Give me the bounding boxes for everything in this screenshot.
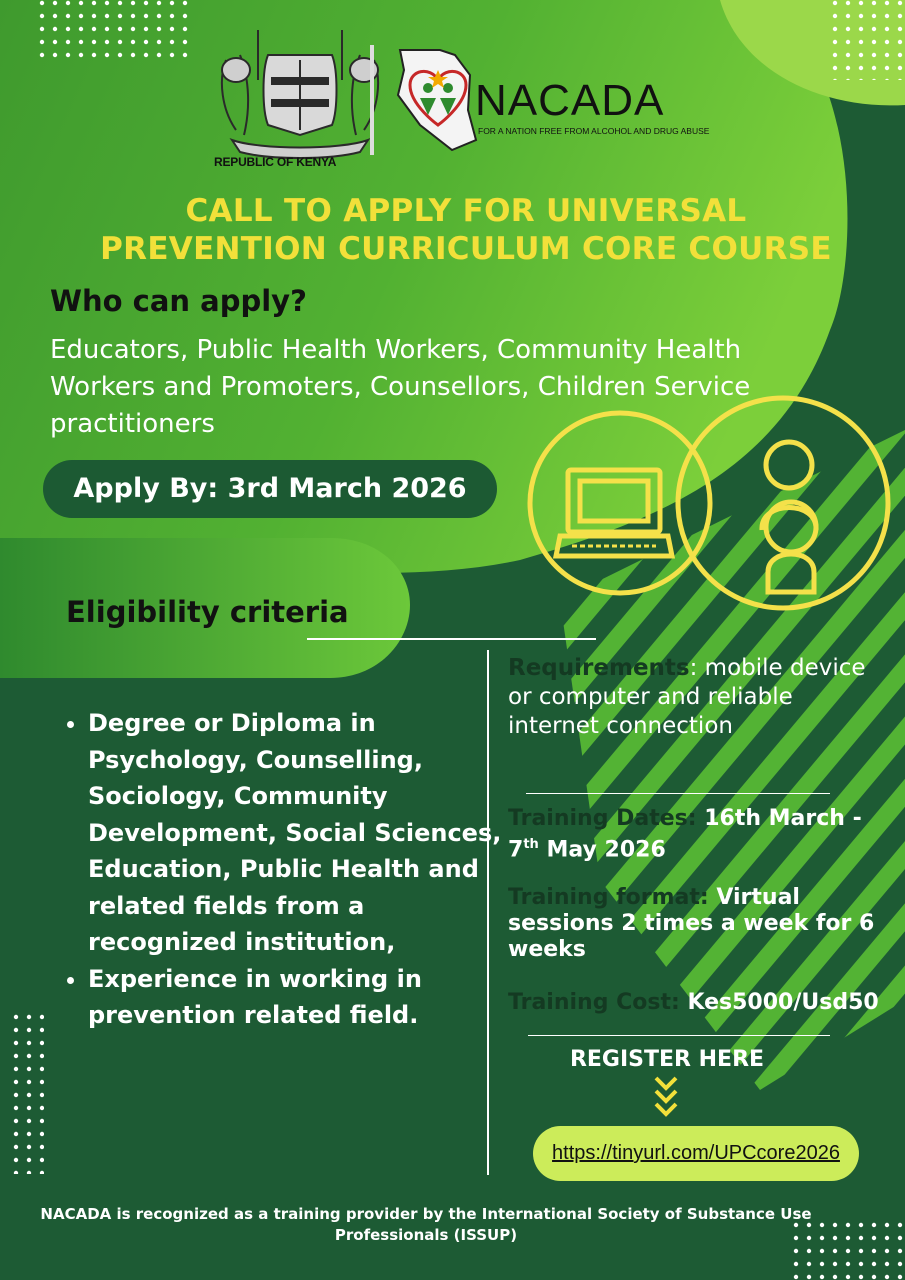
who-can-apply-heading: Who can apply?: [50, 284, 307, 318]
register-here-label: REGISTER HERE: [569, 1047, 765, 1072]
requirements-label: Requirements: [508, 655, 690, 681]
chevron-down-icon: [656, 1078, 676, 1114]
training-dates-label: Training Dates:: [508, 806, 697, 831]
eligibility-item: • Degree or Diploma in Psychology, Counselling, Sociology, Community Development, Social Sciences, Education, Public Health and related fields from a recognized institution,: [88, 705, 513, 961]
requirements-text: : mobile device or computer and reliable internet connection: [508, 655, 866, 739]
eligibility-item: • Experience in working in prevention related field.: [88, 961, 513, 1034]
nacada-logo-text: NACADA: [475, 76, 665, 125]
requirements: [508, 654, 888, 741]
training-cost-value: Kes5000/Usd50: [679, 990, 879, 1015]
training-dates-value-end: May 2026: [538, 837, 666, 863]
training-format: [508, 885, 888, 963]
divider: [526, 793, 830, 794]
eligibility-list: [60, 705, 513, 1034]
training-dates-sup: th: [523, 837, 539, 852]
divider: [528, 1035, 830, 1036]
kenya-caption: REPUBLIC OF KENYA: [214, 155, 337, 169]
nacada-tagline: FOR A NATION FREE FROM ALCOHOL AND DRUG ABUSE: [478, 126, 710, 136]
dots-top-left: [34, 0, 190, 62]
training-dates-value: 16th March - 7: [508, 806, 862, 863]
who-can-apply-text: Educators, Public Health Workers, Community Health Workers and Promoters, Counsellors, Children Service practitioners: [50, 335, 751, 439]
training-format-label: Training format:: [508, 885, 709, 910]
footer-note: NACADA is recognized as a training provider by the International Society of Substance Use Professionals (ISSUP): [40, 1205, 812, 1244]
eligibility-divider: [307, 638, 596, 640]
dots-left: [8, 1014, 44, 1174]
registration-link[interactable]: https://tinyurl.com/UPCcore2026: [533, 1126, 859, 1181]
training-cost-label: Training Cost:: [508, 990, 680, 1015]
eligibility-heading: Eligibility criteria: [66, 595, 349, 629]
training-cost: [508, 990, 888, 1016]
training-dates: [508, 806, 888, 863]
headline: [30, 192, 902, 268]
headline-line1: CALL TO APPLY FOR UNIVERSAL: [185, 193, 747, 229]
training-format-value: Virtual sessions 2 times a week for 6 weeks: [508, 885, 875, 962]
dots-top-right: [826, 0, 905, 80]
apply-by-badge: Apply By: 3rd March 2026: [43, 460, 497, 518]
headline-line2: PREVENTION CURRICULUM CORE COURSE: [100, 231, 832, 267]
